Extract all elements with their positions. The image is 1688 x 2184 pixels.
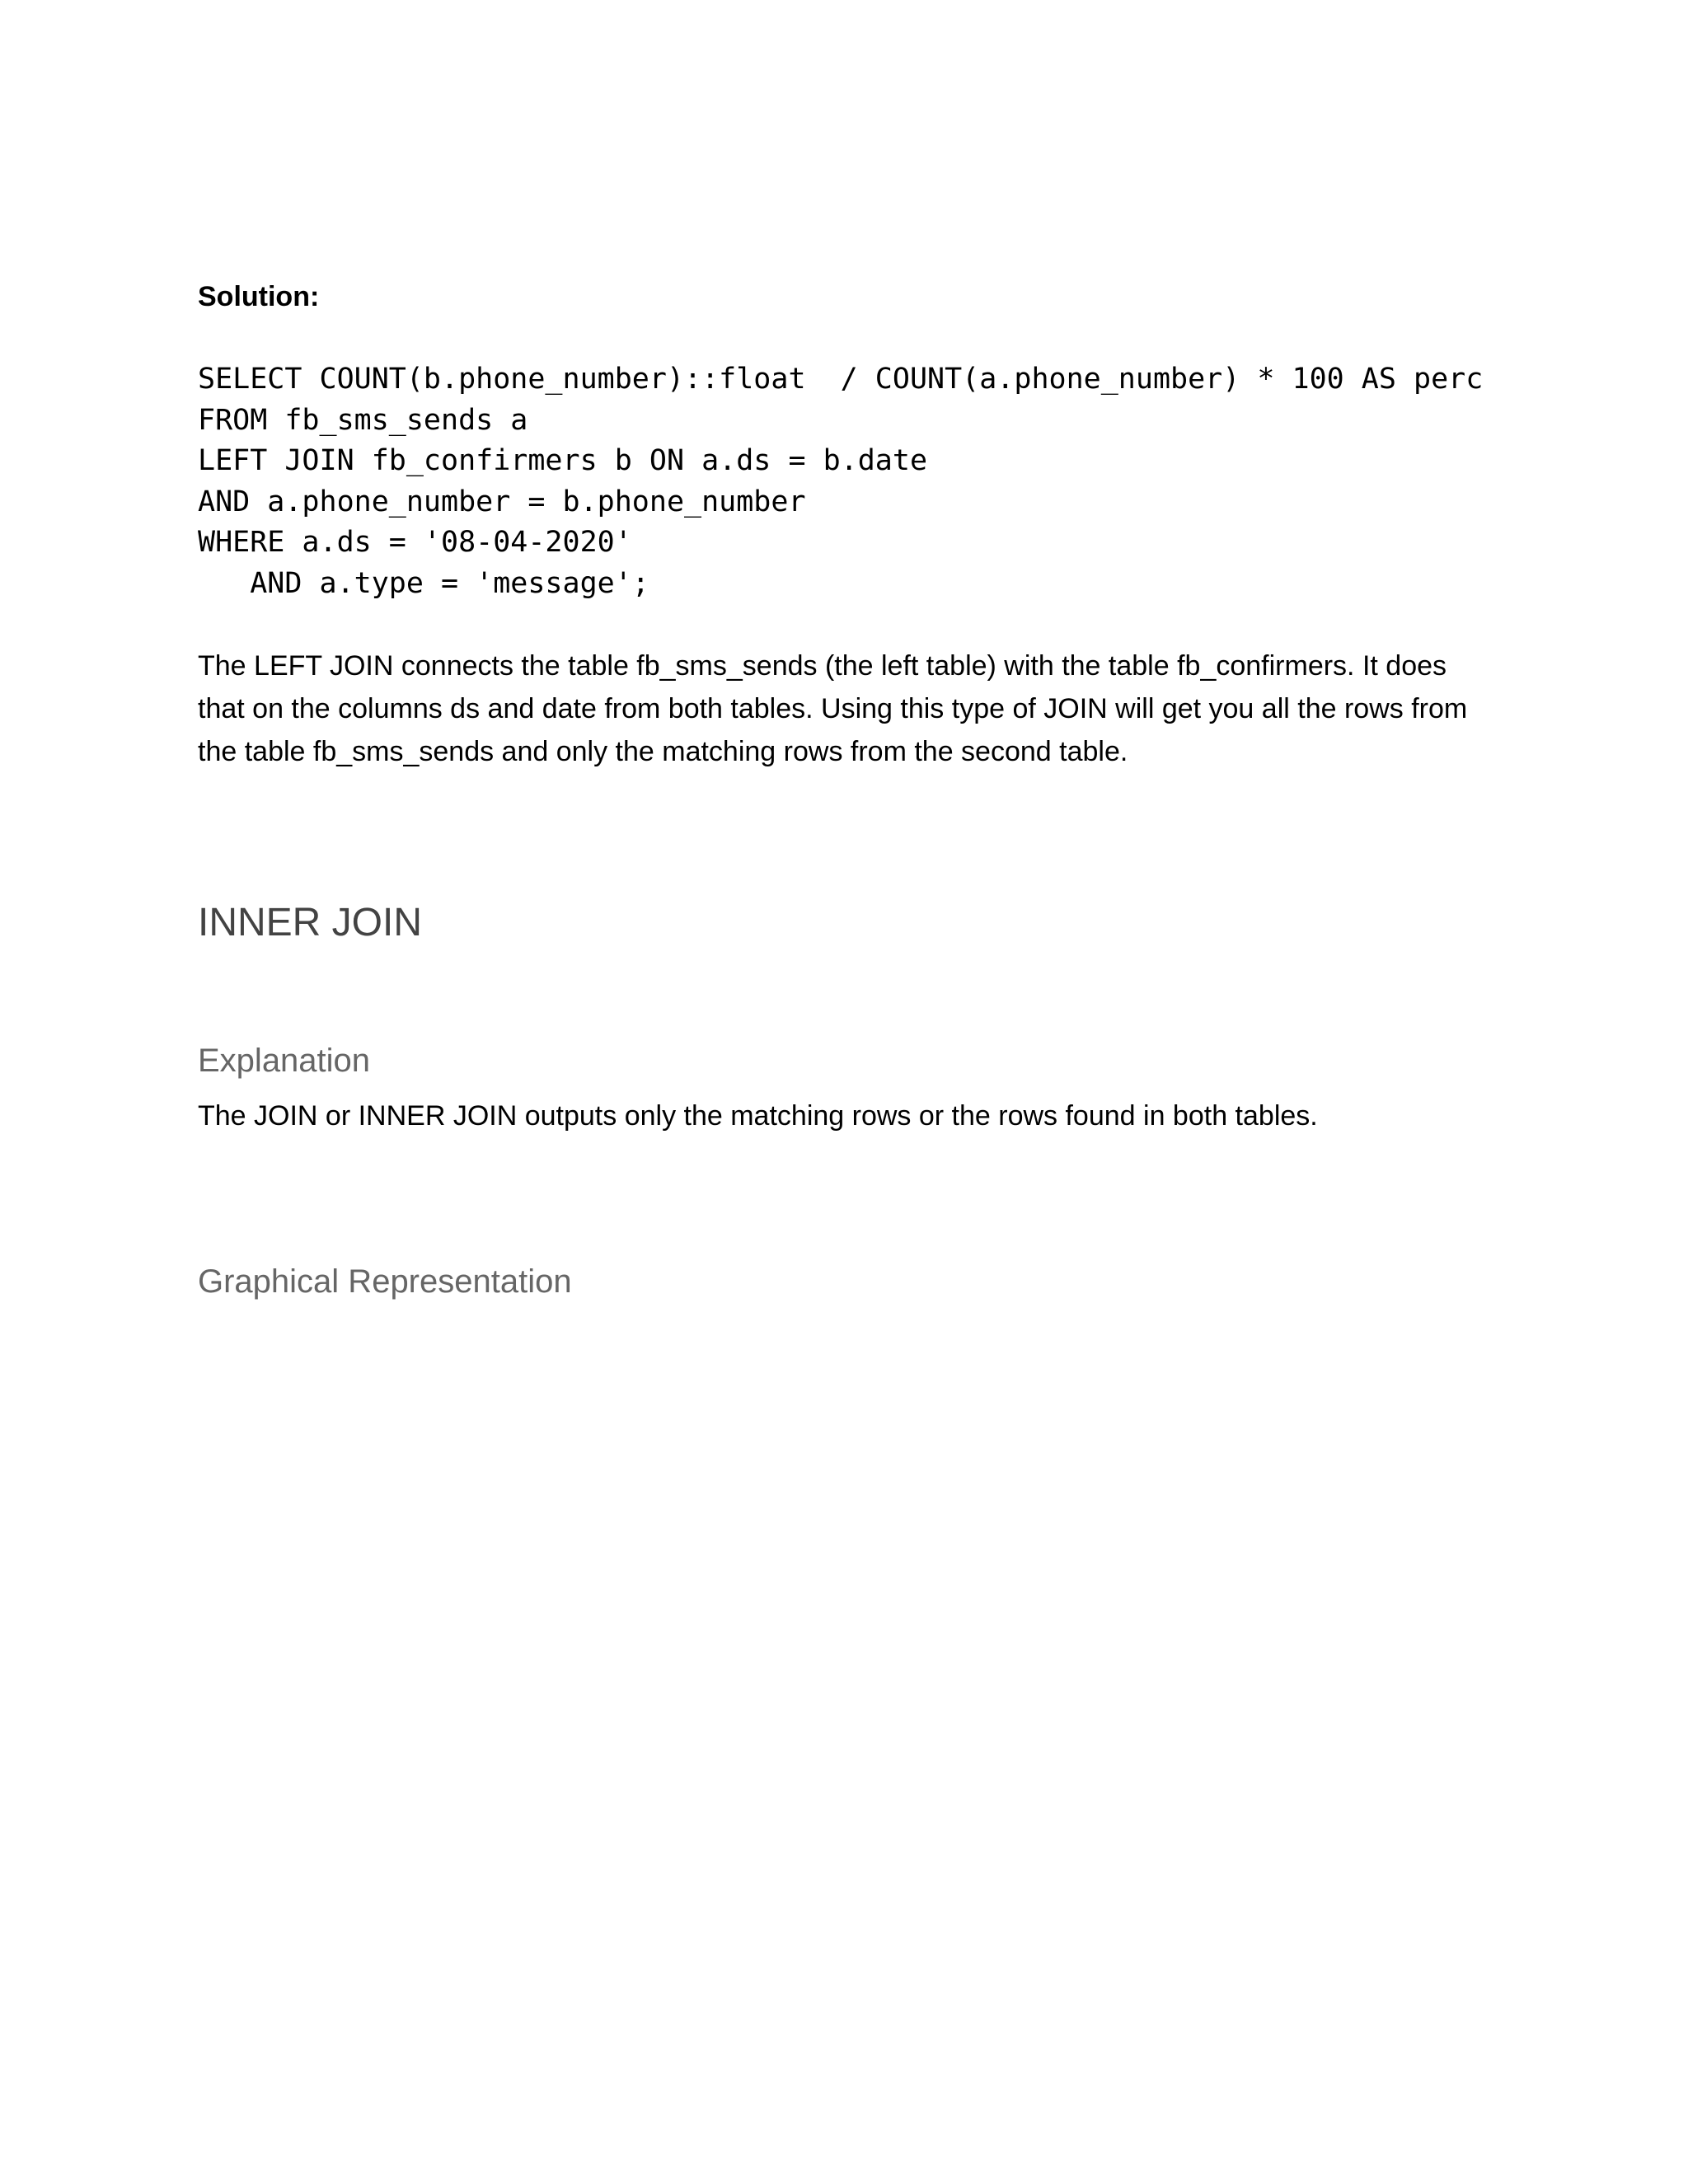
solution-label: Solution:	[198, 281, 320, 312]
code-line: AND a.type = 'message';	[198, 566, 649, 600]
sql-code-block	[198, 359, 1483, 604]
code-line: LEFT JOIN fb_confirmers b ON a.ds = b.date	[198, 444, 928, 477]
code-line: WHERE a.ds = '08-04-2020'	[198, 526, 632, 559]
code-line: SELECT COUNT(b.phone_number)::float / COUNT(a.phone_number) * 100 AS perc	[198, 363, 1484, 396]
code-line: AND a.phone_number = b.phone_number	[198, 485, 806, 518]
explanation-paragraph: The JOIN or INNER JOIN outputs only the matching rows or the rows found in both tables.	[198, 1100, 1318, 1132]
graphical-representation-heading: Graphical Representation	[198, 1263, 572, 1300]
inner-join-heading: INNER JOIN	[198, 901, 423, 944]
explanation-heading: Explanation	[198, 1043, 371, 1079]
code-line: FROM fb_sms_sends a	[198, 403, 528, 437]
left-join-paragraph: The LEFT JOIN connects the table fb_sms_sends (the left table) with the table fb_confirmers. It does that on the columns ds and date from both tables. Using this type of JOIN will get you all the rows from the table fb_sms_sends and only the matching rows from the second table.	[198, 650, 1468, 767]
